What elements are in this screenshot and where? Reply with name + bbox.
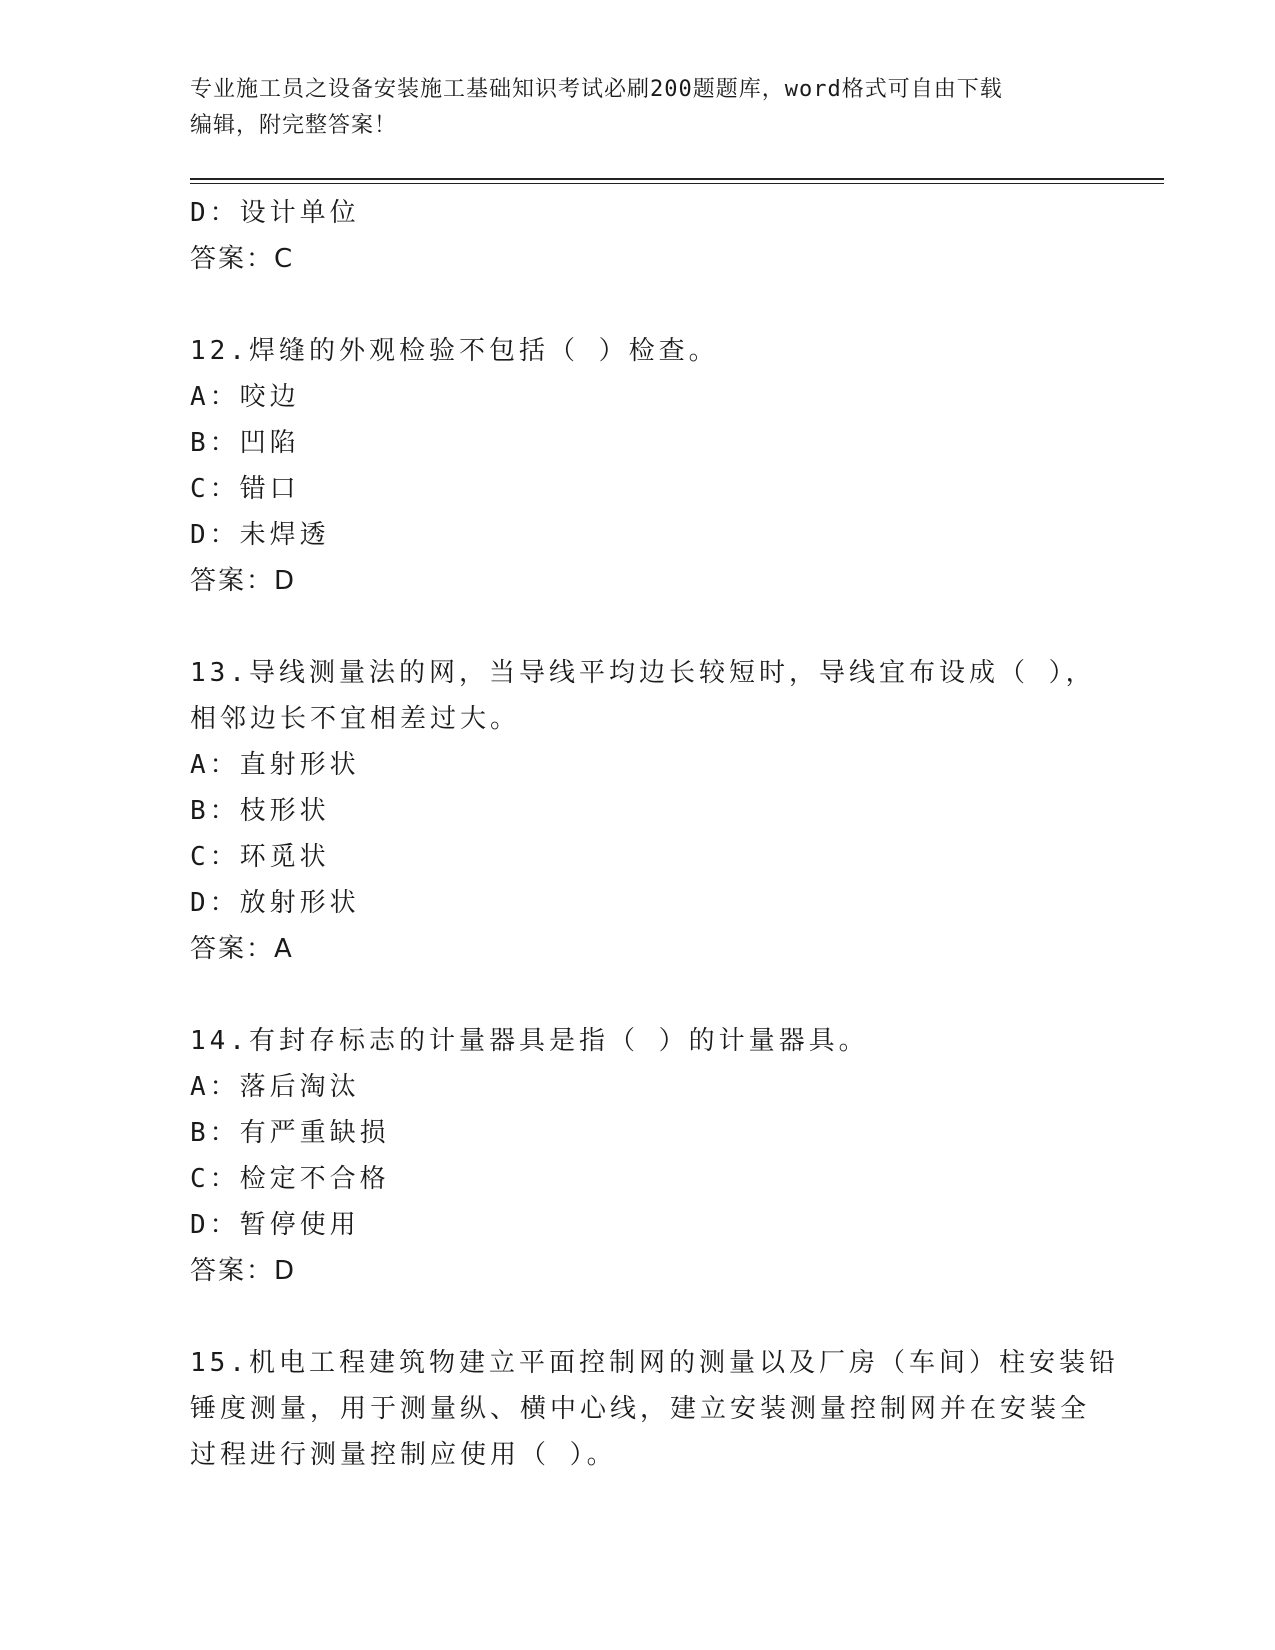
question-stem: 锤度测量，用于测量纵、横中心线，建立安装测量控制网并在安装全 — [190, 1394, 1091, 1424]
option-b: B：枝形状 — [190, 796, 330, 826]
question-stem: 13.导线测量法的网，当导线平均边长较短时，导线宜布设成（ ）， — [190, 658, 1096, 688]
question-12 — [190, 328, 1090, 604]
option-c: C：错口 — [190, 474, 300, 504]
header-title-line-2: 编辑，附完整答案！ — [190, 113, 398, 138]
option-a: A：咬边 — [190, 382, 300, 412]
page-header — [190, 72, 1090, 144]
answer-line: 答案：A — [190, 934, 294, 964]
previous-question-tail — [190, 190, 1090, 282]
option-d: D：未焊透 — [190, 520, 330, 550]
option-c: C：环觅状 — [190, 842, 330, 872]
answer-line: 答案：D — [190, 566, 297, 596]
option-a: A：落后淘汰 — [190, 1072, 360, 1102]
question-stem: 12.焊缝的外观检验不包括（ ）检查。 — [190, 336, 719, 366]
option-b: B：有严重缺损 — [190, 1118, 390, 1148]
question-stem: 相邻边长不宜相差过大。 — [190, 704, 521, 734]
question-stem: 15.机电工程建筑物建立平面控制网的测量以及厂房（车间）柱安装铅 — [190, 1348, 1119, 1378]
option-d: D：设计单位 — [190, 198, 360, 228]
option-d: D：暂停使用 — [190, 1210, 360, 1240]
header-divider — [190, 178, 1164, 184]
spacer — [190, 282, 1090, 328]
option-d: D：放射形状 — [190, 888, 360, 918]
spacer — [190, 604, 1090, 650]
question-list — [190, 190, 1119, 1478]
spacer — [190, 1294, 1090, 1340]
question-stem: 过程进行测量控制应使用（ ）。 — [190, 1440, 617, 1470]
header-title-line-1: 专业施工员之设备安装施工基础知识考试必刷200题题库，word格式可自由下载 — [190, 77, 1003, 102]
answer-line: 答案：C — [190, 244, 295, 274]
answer-line: 答案：D — [190, 1256, 297, 1286]
question-14 — [190, 1018, 1090, 1294]
spacer — [190, 972, 1090, 1018]
question-13 — [190, 650, 1096, 972]
option-b: B：凹陷 — [190, 428, 300, 458]
option-a: A：直射形状 — [190, 750, 360, 780]
question-stem: 14.有封存标志的计量器具是指（ ）的计量器具。 — [190, 1026, 869, 1056]
option-c: C：检定不合格 — [190, 1164, 390, 1194]
question-15 — [190, 1340, 1119, 1478]
